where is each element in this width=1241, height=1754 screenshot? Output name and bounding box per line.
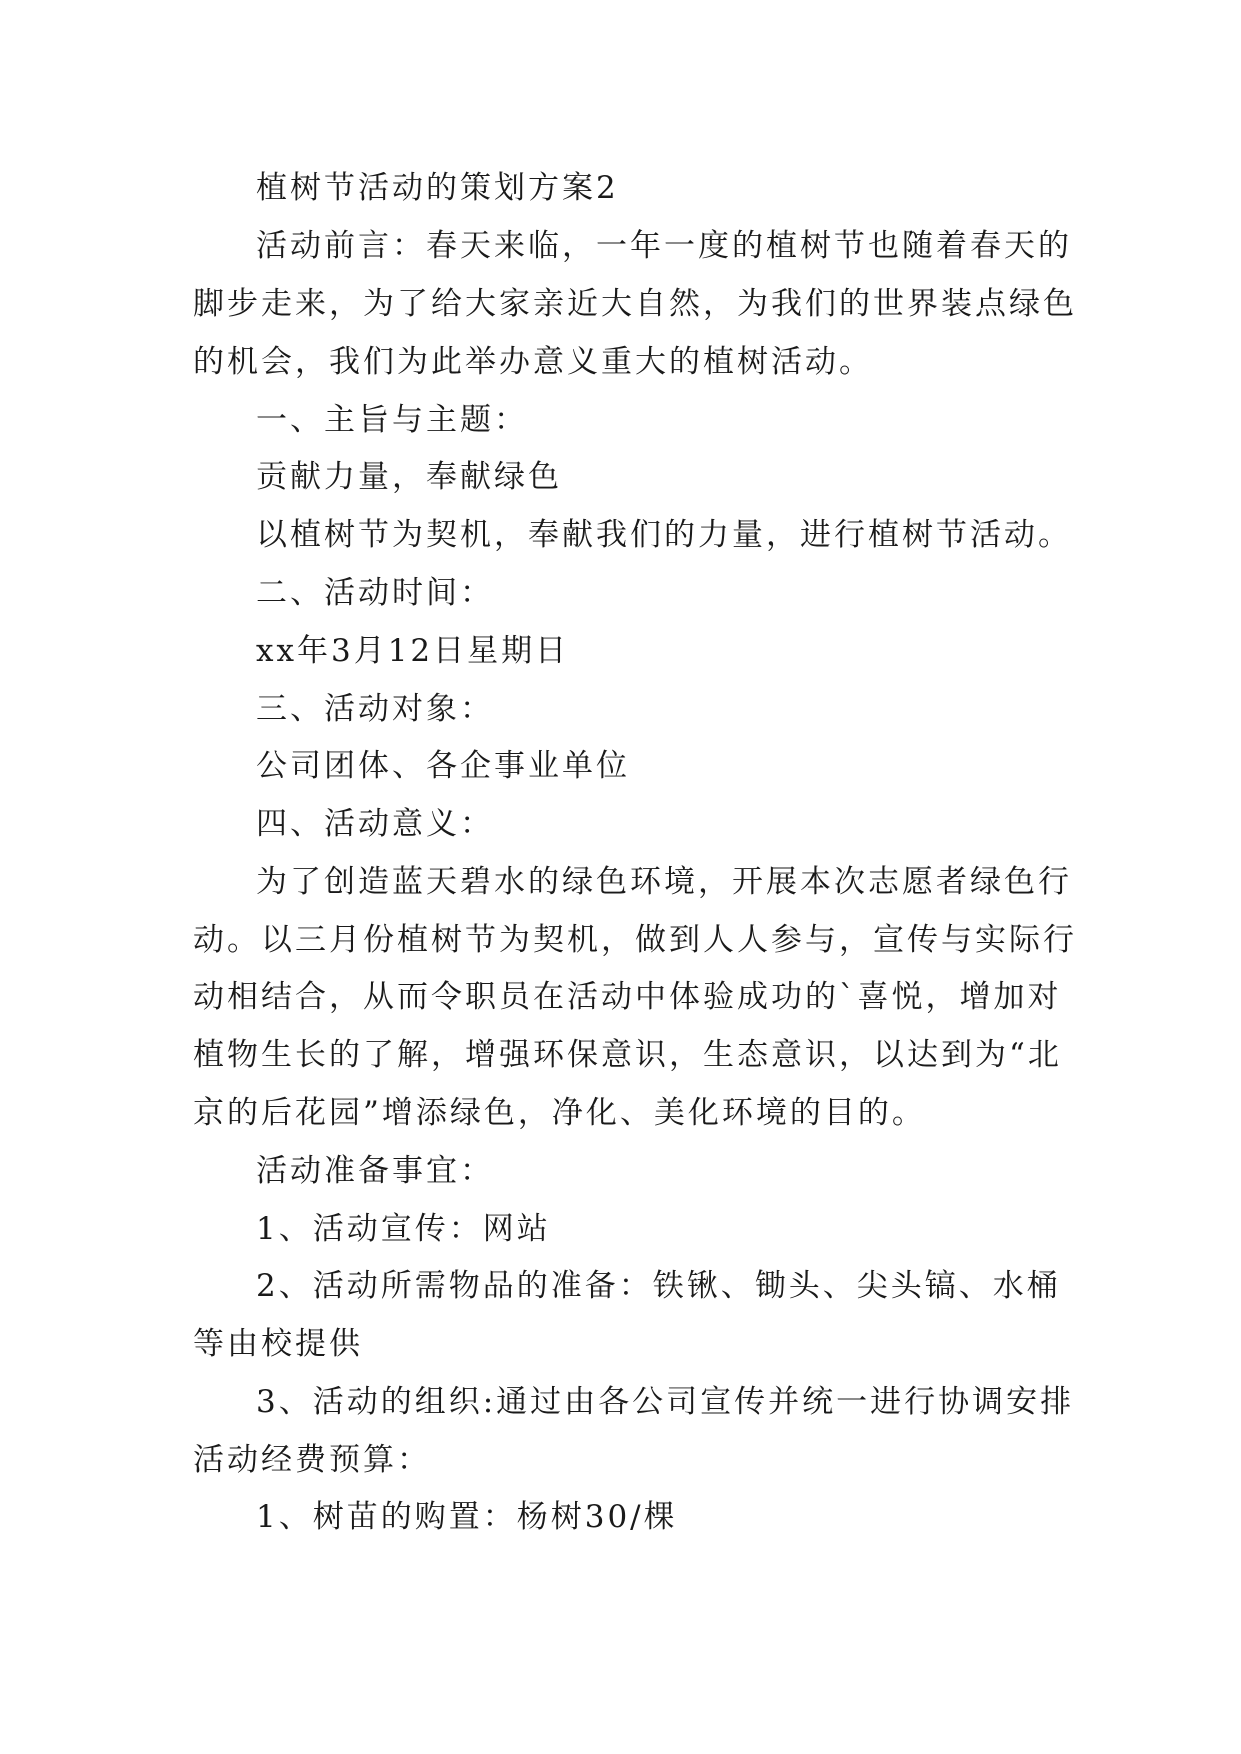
paragraph-line: 以植树节为契机，奉献我们的力量，进行植树节活动。	[256, 517, 1072, 553]
list-item: 1、树苗的购置：杨树30/棵	[256, 1499, 678, 1535]
paragraph-line: xx年3月12日星期日	[256, 633, 570, 669]
paragraph-line: 公司团体、各企事业单位	[256, 748, 630, 784]
paragraph-line: 动相结合，从而令职员在活动中体验成功的`喜悦，增加对	[193, 979, 1062, 1015]
list-item-continuation: 等由校提供	[193, 1326, 363, 1362]
paragraph-line: 脚步走来，为了给大家亲近大自然，为我们的世界装点绿色	[193, 286, 1077, 322]
list-item: 2、活动所需物品的准备：铁锹、锄头、尖头镐、水桶	[256, 1268, 1061, 1304]
paragraph-line: 贡献力量，奉献绿色	[256, 459, 562, 495]
section-heading: 活动经费预算：	[193, 1442, 431, 1478]
section-heading: 二、活动时间：	[256, 575, 494, 611]
section-heading: 四、活动意义：	[256, 806, 494, 842]
paragraph-line: 植物生长的了解，增强环保意识，生态意识，以达到为“北	[193, 1037, 1062, 1073]
paragraph-line: 动。以三月份植树节为契机，做到人人参与，宣传与实际行	[193, 922, 1077, 958]
paragraph-line: 京的后花园”增添绿色，净化、美化环境的目的。	[193, 1095, 926, 1131]
paragraph-line: 的机会，我们为此举办意义重大的植树活动。	[193, 344, 873, 380]
list-item: 1、活动宣传：网站	[256, 1211, 551, 1247]
section-heading: 一、主旨与主题：	[256, 402, 528, 438]
list-item: 3、活动的组织:通过由各公司宣传并统一进行协调安排	[256, 1384, 1075, 1420]
section-heading: 活动准备事宜：	[256, 1153, 494, 1189]
document-title: 植树节活动的策划方案2	[256, 170, 619, 206]
section-heading: 三、活动对象：	[256, 691, 494, 727]
paragraph-line: 活动前言：春天来临，一年一度的植树节也随着春天的	[256, 228, 1072, 264]
paragraph-line: 为了创造蓝天碧水的绿色环境，开展本次志愿者绿色行	[256, 864, 1072, 900]
